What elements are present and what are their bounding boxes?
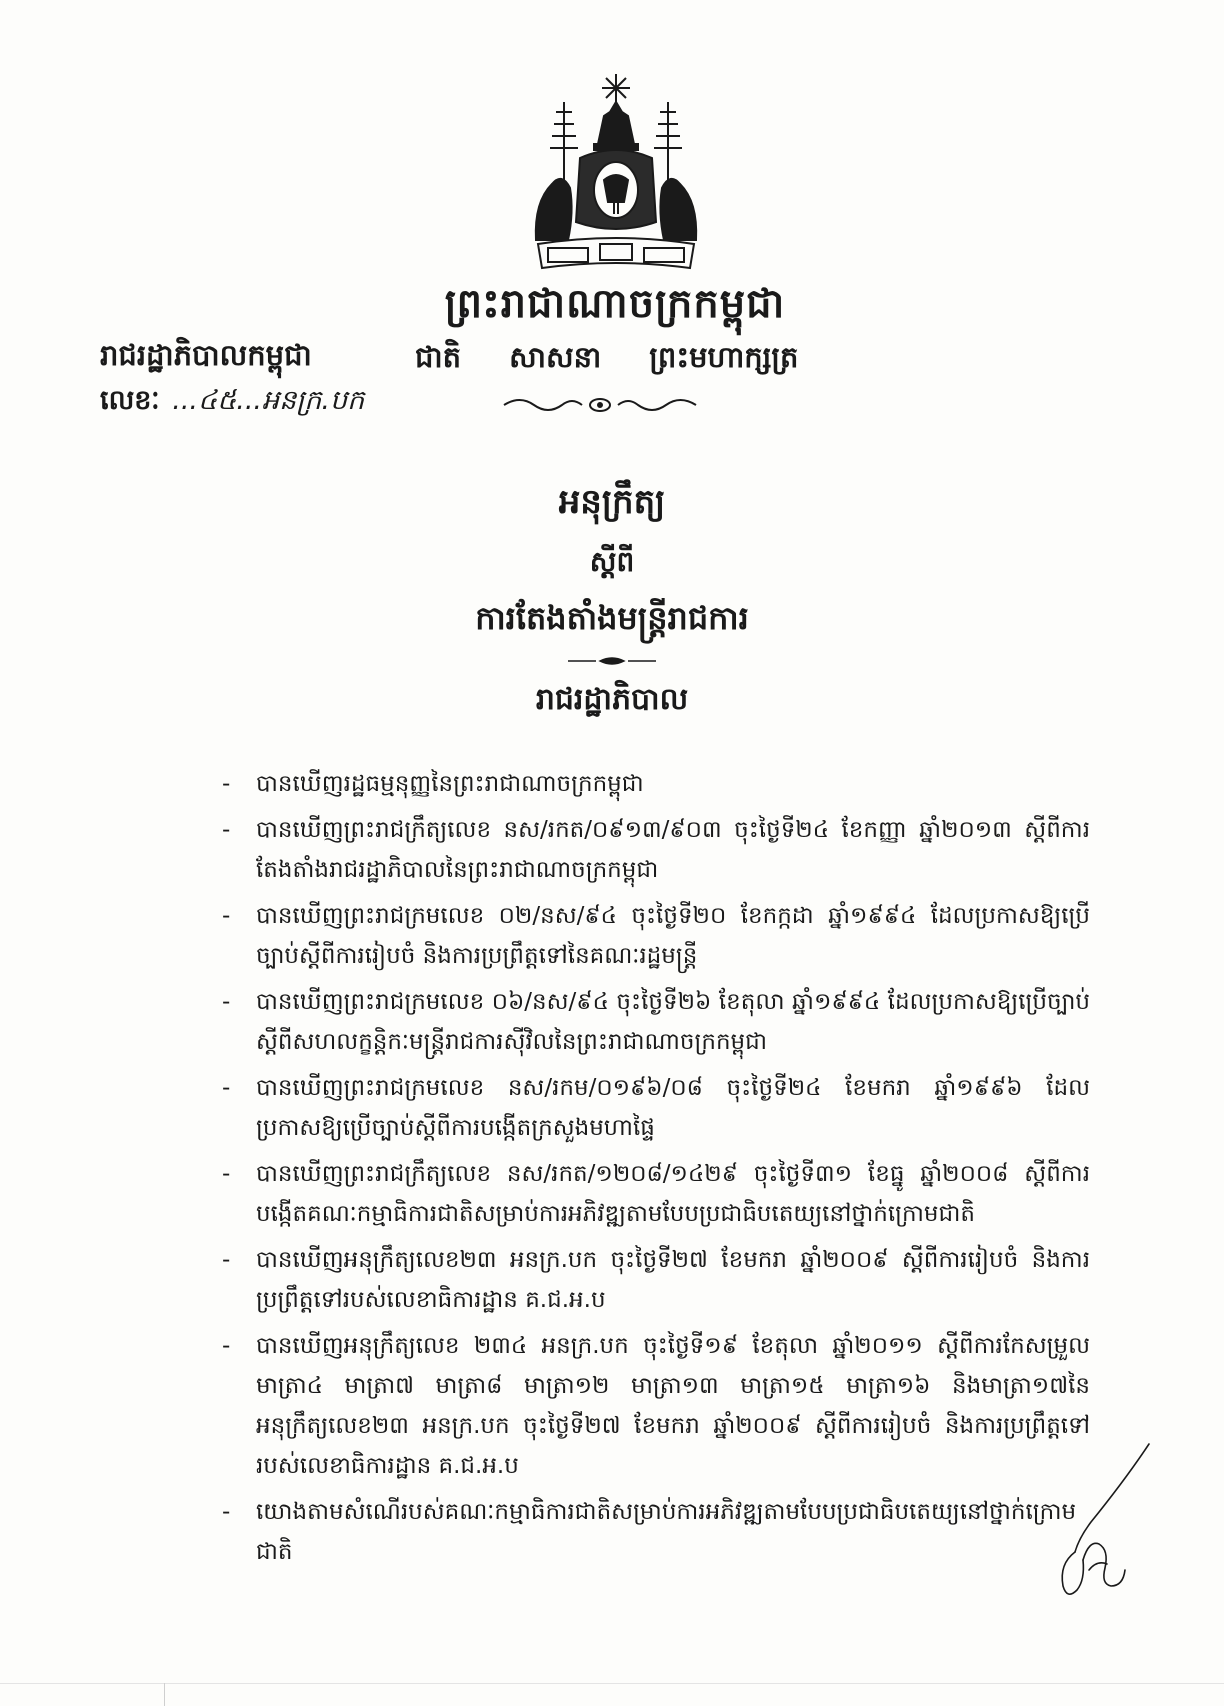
- page-bottom-rule: [0, 1683, 1224, 1684]
- preamble-item-text: បានឃើញព្រះរាជក្រមលេខ ០៦/នស/៩៤ ចុះថ្ងៃទី២៦ ខែតុលា ឆ្នាំ១៩៩៤ ដែលប្រកាសឱ្យប្រើច្បាប់ស្តីពីសហលក្ខន្តិកៈមន្ត្រីរាជការស៊ីវិលនៃព្រះរាជាណាចក្រកម្ពុជា: [256, 989, 1090, 1055]
- list-dash: -: [222, 903, 231, 929]
- reference-value: ...៤៥...អនក្រ.បក: [172, 385, 365, 416]
- document-subject: ការតែងតាំងមន្ត្រីរាជការ: [475, 599, 749, 637]
- motto-nation: ជាតិ: [415, 340, 462, 374]
- list-dash: -: [222, 1075, 231, 1101]
- preamble-item: [222, 896, 1090, 976]
- list-dash: -: [222, 1247, 231, 1273]
- motto-king: ព្រះមហាក្សត្រ: [649, 340, 799, 374]
- list-dash: -: [222, 817, 231, 843]
- motto-religion: សាសនា: [509, 340, 602, 374]
- document-type: អនុក្រឹត្យ: [558, 482, 666, 522]
- preamble-item: [222, 982, 1090, 1062]
- preamble-item-text: បានឃើញអនុក្រឹត្យលេខ ២៣៤ អនក្រ.បក ចុះថ្ងៃទី១៩ ខែតុលា ឆ្នាំ២០១១ ស្តីពីការកែសម្រួលមាត្រា៤ មាត្រា៧ មាត្រា៨ មាត្រា១២ មាត្រា១៣ មាត្រា១៥ មាត្រា១៦ និងមាត្រា១៧នៃអនុក្រឹត្យលេខ២៣ អនក្រ.បក ចុះថ្ងៃទី២៧ ខែមករា ឆ្នាំ២០០៩ ស្តីពីការរៀបចំ និងការប្រព្រឹត្តទៅរបស់លេខាធិការដ្ឋាន គ.ជ.អ.ប: [256, 1333, 1090, 1479]
- preamble-item: [222, 1154, 1090, 1234]
- list-dash: -: [222, 771, 231, 797]
- kingdom-title: ព្រះរាជាណាចក្រកម្ពុជា: [444, 281, 786, 327]
- preamble-item-text: បានឃើញព្រះរាជក្រមលេខ នស/រកម/០១៩៦/០៨ ចុះថ្ងៃទី២៤ ខែមករា ឆ្នាំ១៩៩៦ ដែលប្រកាសឱ្យប្រើច្បាប់ស្តីពីការបង្កើតក្រសួងមហាផ្ទៃ: [256, 1075, 1090, 1141]
- preamble-item-text: បានឃើញព្រះរាជក្រឹត្យលេខ នស/រកត/០៩១៣/៩០៣ ចុះថ្ងៃទី២៤ ខែកញ្ញា ឆ្នាំ២០១៣ ស្តីពីការតែងតាំងរាជរដ្ឋាភិបាលនៃព្រះរាជាណាចក្រកម្ពុជា: [256, 817, 1090, 883]
- page-margin-tick: [164, 1683, 165, 1706]
- preamble-item: [222, 1068, 1090, 1148]
- preamble-list: [222, 764, 1090, 1578]
- preamble-item: [222, 1326, 1090, 1486]
- preamble-item: [222, 1240, 1090, 1320]
- preamble-item: [222, 1492, 1090, 1572]
- preamble-item: [222, 764, 1090, 804]
- preamble-item-text: យោងតាមសំណើរបស់គណៈកម្មាធិការជាតិសម្រាប់ការអភិវឌ្ឍតាមបែបប្រជាធិបតេយ្យនៅថ្នាក់ក្រោមជាតិ: [256, 1499, 1077, 1565]
- list-dash: -: [222, 1161, 231, 1187]
- list-dash: -: [222, 1499, 231, 1525]
- list-dash: -: [222, 1333, 231, 1359]
- document-about: ស្តីពី: [589, 545, 635, 578]
- government-name: រាជរដ្ឋាភិបាលកម្ពុជា: [100, 338, 312, 372]
- reference-label: លេខៈ: [100, 385, 160, 416]
- issuing-authority: រាជរដ្ឋាភិបាល: [535, 682, 689, 717]
- preamble-item-text: បានឃើញព្រះរាជក្រមលេខ ០២/នស/៩៤ ចុះថ្ងៃទី២០ ខែកក្កដា ឆ្នាំ១៩៩៤ ដែលប្រកាសឱ្យប្រើច្បាប់ស្តីពីការរៀបចំ និងការប្រព្រឹត្តទៅនៃគណៈរដ្ឋមន្ត្រី: [256, 903, 1090, 969]
- royal-coat-of-arms-icon: [528, 72, 704, 272]
- ornament-divider-icon: [500, 393, 700, 417]
- handwritten-initials-icon: [1045, 1440, 1155, 1605]
- preamble-item: [222, 810, 1090, 890]
- preamble-item-text: បានឃើញរដ្ឋធម្មនុញ្ញនៃព្រះរាជាណាចក្រកម្ពុជា: [256, 771, 644, 797]
- preamble-item-text: បានឃើញព្រះរាជក្រឹត្យលេខ នស/រកត/១២០៨/១៤២៩ ចុះថ្ងៃទី៣១ ខែធ្នូ ឆ្នាំ២០០៨ ស្តីពីការបង្កើតគណៈកម្មាធិការជាតិសម្រាប់ការអភិវឌ្ឍតាមបែបប្រជាធិបតេយ្យនៅថ្នាក់ក្រោមជាតិ: [256, 1161, 1090, 1227]
- reference-number: [100, 384, 364, 423]
- preamble-item-text: បានឃើញអនុក្រឹត្យលេខ២៣ អនក្រ.បក ចុះថ្ងៃទី២៧ ខែមករា ឆ្នាំ២០០៩ ស្តីពីការរៀបចំ និងការប្រព្រឹត្តទៅរបស់លេខាធិការដ្ឋាន គ.ជ.អ.ប: [256, 1247, 1090, 1313]
- small-divider-icon: [566, 655, 658, 667]
- national-motto: [415, 340, 798, 382]
- list-dash: -: [222, 989, 231, 1015]
